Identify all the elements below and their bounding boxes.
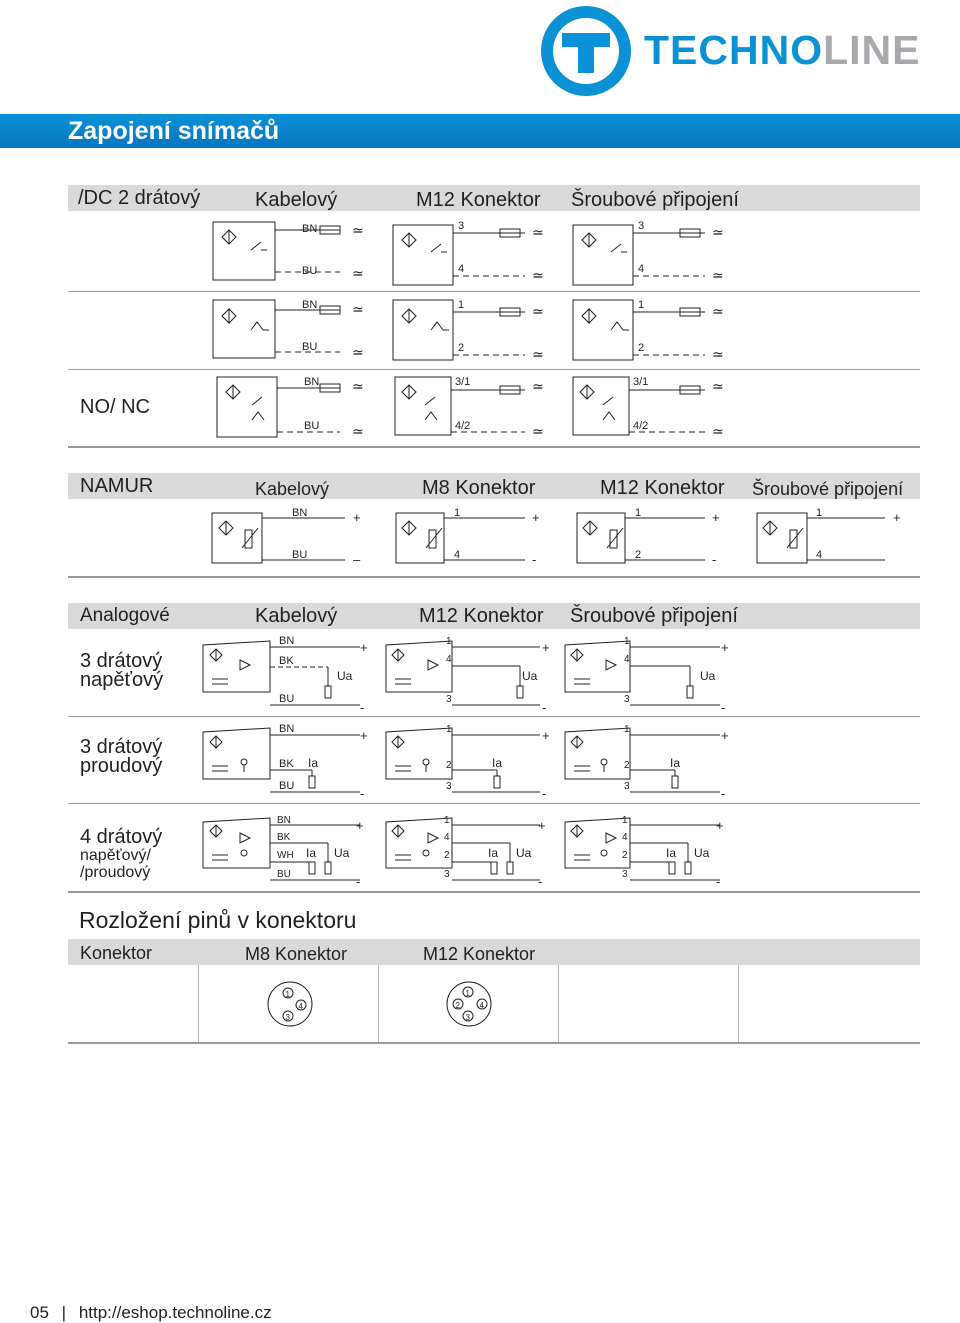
svg-text:-: - [542, 786, 547, 801]
svg-text:-: - [538, 874, 543, 889]
svg-text:BU: BU [277, 869, 291, 880]
svg-text:+: + [356, 818, 364, 833]
section-pins-title: Rozložení pinů v konektoru [79, 907, 357, 933]
row-label-line: napěťový/ [80, 847, 151, 864]
divider [68, 576, 920, 578]
col-connector-label: Konektor [80, 943, 153, 963]
svg-text:≃: ≃ [532, 423, 544, 439]
analog-4wire-cable-diagram [203, 815, 364, 889]
svg-text:+: + [353, 510, 361, 525]
col-m8-label: M8 Konektor [422, 477, 536, 499]
row-label-line: napěťový [80, 669, 164, 691]
svg-text:≃: ≃ [712, 303, 724, 319]
row-label-line: /proudový [80, 864, 151, 881]
svg-text:3: 3 [638, 220, 645, 232]
namur-cable-diagram [212, 507, 361, 567]
m8-pinout-icon [268, 982, 312, 1026]
svg-text:Ia: Ia [492, 756, 503, 770]
svg-text:BU: BU [302, 265, 318, 277]
section-analog-label: Analogové [80, 605, 170, 626]
col-m12-label: M12 Konektor [416, 189, 541, 211]
col-screw-label: Šroubové připojení [752, 479, 904, 499]
svg-text:BN: BN [302, 223, 318, 235]
analog-wiring-diagrams [0, 632, 960, 892]
svg-text:BN: BN [304, 376, 320, 388]
svg-text:4: 4 [298, 1002, 303, 1011]
col-m12-label: M12 Konektor [419, 605, 544, 627]
namur-screw-diagram [757, 507, 901, 563]
svg-text:-: - [542, 700, 547, 715]
svg-text:≃: ≃ [352, 378, 364, 394]
col-cable-label: Kabelový [255, 479, 330, 499]
dc-cable-nc-diagram [213, 299, 364, 360]
footer-separator: | [61, 1303, 67, 1322]
svg-text:Ia: Ia [308, 756, 319, 770]
svg-text:+: + [712, 510, 720, 525]
svg-text:2: 2 [624, 760, 630, 771]
col-cable-label: Kabelový [255, 605, 338, 627]
svg-text:+: + [716, 818, 724, 833]
dc-m12-nc-diagram [393, 299, 544, 362]
m12-pinout-icon [447, 982, 491, 1026]
svg-text:+: + [542, 728, 550, 743]
svg-text:BN: BN [279, 723, 295, 735]
namur-wiring-diagrams [0, 505, 960, 575]
dc-screw-no-diagram [573, 220, 724, 285]
page-title: Zapojení snímačů [68, 117, 280, 145]
svg-text:1: 1 [444, 815, 450, 826]
logo [540, 5, 920, 100]
dc-cable-no-diagram [213, 222, 364, 281]
analog-voltage-cable-diagram [203, 635, 368, 715]
svg-text:≃: ≃ [712, 267, 724, 283]
footer [30, 1303, 272, 1323]
svg-text:Ua: Ua [516, 846, 532, 860]
svg-text:Ia: Ia [306, 846, 317, 860]
svg-text:1: 1 [635, 507, 642, 519]
svg-text:2: 2 [458, 342, 465, 354]
svg-text:BN: BN [279, 635, 295, 647]
svg-text:+: + [721, 640, 729, 655]
svg-text:1: 1 [638, 299, 645, 311]
svg-text:3/1: 3/1 [455, 376, 471, 388]
svg-text:1: 1 [465, 989, 470, 998]
svg-text:≃: ≃ [352, 222, 364, 238]
svg-text:≃: ≃ [712, 423, 724, 439]
svg-text:2: 2 [444, 850, 450, 861]
svg-text:4: 4 [624, 654, 630, 665]
svg-text:3: 3 [446, 781, 452, 792]
col-screw-label: Šroubové připojení [571, 189, 739, 211]
svg-text:4: 4 [458, 263, 465, 275]
svg-text:+: + [360, 640, 368, 655]
svg-text:-: - [356, 874, 361, 889]
svg-text:4/2: 4/2 [633, 420, 649, 432]
svg-text:BU: BU [304, 420, 320, 432]
svg-text:Ua: Ua [694, 846, 710, 860]
col-screw-label: Šroubové připojení [570, 605, 738, 627]
svg-text:+: + [538, 818, 546, 833]
analog-voltage-screw-diagram [565, 636, 729, 715]
row-label-line: 3 drátový [80, 736, 163, 758]
svg-text:+: + [532, 510, 540, 525]
svg-text:1: 1 [458, 299, 465, 311]
svg-text:2: 2 [622, 850, 628, 861]
svg-text:BK: BK [279, 655, 294, 667]
svg-text:2: 2 [635, 549, 642, 561]
svg-text:4: 4 [638, 263, 645, 275]
analog-current-cable-diagram [203, 723, 368, 801]
svg-text:≃: ≃ [532, 346, 544, 362]
svg-text:2: 2 [638, 342, 645, 354]
svg-text:+: + [721, 728, 729, 743]
analog-current-m12-diagram [386, 724, 550, 801]
svg-text:BU: BU [279, 780, 295, 792]
row-label-line: 4 drátový [80, 826, 163, 848]
svg-text:3: 3 [444, 869, 450, 880]
svg-text:1: 1 [624, 636, 630, 647]
svg-text:1: 1 [816, 507, 823, 519]
svg-text:BN: BN [292, 507, 308, 519]
col-m12-label: M12 Konektor [600, 477, 725, 499]
svg-text:2: 2 [446, 760, 452, 771]
dc-screw-nonc-diagram [573, 376, 724, 439]
svg-text:BN: BN [277, 815, 291, 826]
svg-text:1: 1 [446, 636, 452, 647]
svg-text:4/2: 4/2 [455, 420, 471, 432]
svg-text:Ua: Ua [522, 669, 538, 683]
svg-text:-: - [532, 552, 537, 567]
row-nonc-label: NO/ NC [80, 396, 150, 418]
svg-text:3: 3 [624, 694, 630, 705]
logo-text-line: LINE [823, 27, 921, 73]
svg-text:1: 1 [624, 724, 630, 735]
svg-text:3: 3 [458, 220, 465, 232]
svg-text:-: - [712, 552, 717, 567]
svg-text:≃: ≃ [352, 301, 364, 317]
svg-text:≃: ≃ [532, 224, 544, 240]
svg-text:-: - [721, 700, 726, 715]
dc-m12-no-diagram [393, 220, 544, 285]
svg-text:BK: BK [277, 832, 291, 843]
svg-text:3: 3 [622, 869, 628, 880]
svg-text:-: - [716, 874, 721, 889]
dc-cable-nonc-diagram [217, 376, 364, 439]
divider [68, 1042, 920, 1044]
page-number: 05 [30, 1303, 49, 1322]
svg-text:4: 4 [444, 832, 450, 843]
col-cable-label: Kabelový [255, 189, 338, 211]
divider [68, 446, 920, 448]
svg-text:Ua: Ua [334, 846, 350, 860]
svg-text:3: 3 [446, 694, 452, 705]
svg-text:2: 2 [455, 1001, 460, 1010]
dc-m12-nonc-diagram [395, 376, 544, 439]
svg-text:+: + [893, 510, 901, 525]
logo-text-techno: TECHNO [644, 27, 824, 73]
namur-m12-diagram [577, 507, 720, 567]
svg-text:BU: BU [302, 341, 318, 353]
svg-text:≃: ≃ [712, 224, 724, 240]
svg-text:BK: BK [279, 758, 294, 770]
section-dc-label: /DC 2 drátový [78, 187, 201, 209]
col-m8-label: M8 Konektor [245, 944, 348, 964]
svg-text:1: 1 [285, 990, 290, 999]
svg-text:≃: ≃ [712, 346, 724, 362]
svg-text:4: 4 [622, 832, 628, 843]
svg-text:4: 4 [479, 1001, 484, 1010]
svg-text:Ua: Ua [337, 669, 353, 683]
svg-text:3: 3 [624, 781, 630, 792]
svg-text:≃: ≃ [532, 378, 544, 394]
svg-text:-: - [360, 700, 365, 715]
svg-text:1: 1 [622, 815, 628, 826]
svg-text:WH: WH [277, 850, 294, 861]
analog-current-screw-diagram [565, 724, 729, 801]
svg-text:≃: ≃ [532, 303, 544, 319]
svg-text:1: 1 [446, 724, 452, 735]
dc-screw-nc-diagram [573, 299, 724, 362]
svg-text:≃: ≃ [352, 423, 364, 439]
analog-4wire-screw-diagram [565, 815, 724, 889]
svg-text:≃: ≃ [352, 265, 364, 281]
svg-text:4: 4 [446, 654, 452, 665]
svg-text:BN: BN [302, 299, 318, 311]
svg-text:3/1: 3/1 [633, 376, 649, 388]
svg-text:Ia: Ia [488, 846, 499, 860]
svg-text:1: 1 [454, 507, 461, 519]
svg-text:4: 4 [454, 549, 461, 561]
col-m12-label: M12 Konektor [423, 944, 536, 964]
svg-text:4: 4 [816, 549, 823, 561]
connector-pinouts [0, 975, 960, 1035]
row-label-line: proudový [80, 755, 163, 777]
svg-text:Ia: Ia [670, 756, 681, 770]
row-label-line: 3 drátový [80, 650, 163, 672]
svg-text:Ia: Ia [666, 846, 677, 860]
svg-text:+: + [360, 728, 368, 743]
svg-text:BU: BU [292, 549, 308, 561]
analog-voltage-m12-diagram [386, 636, 550, 715]
svg-text:3: 3 [285, 1013, 290, 1022]
svg-text:-: - [360, 786, 365, 801]
analog-4wire-m12-diagram [386, 815, 546, 889]
svg-text:≃: ≃ [532, 267, 544, 283]
svg-text:≃: ≃ [352, 344, 364, 360]
svg-text:+: + [542, 640, 550, 655]
logo-mark-icon [540, 5, 632, 97]
svg-text:≃: ≃ [712, 378, 724, 394]
svg-text:BU: BU [279, 693, 295, 705]
namur-m8-diagram [396, 507, 540, 567]
svg-text:–: – [353, 552, 361, 567]
footer-url-link[interactable]: http://eshop.technoline.cz [78, 1303, 272, 1322]
dc-wiring-diagrams [0, 185, 960, 445]
svg-text:-: - [721, 786, 726, 801]
svg-text:Ua: Ua [700, 669, 716, 683]
svg-text:3: 3 [465, 1013, 470, 1022]
section-namur-label: NAMUR [80, 475, 154, 497]
